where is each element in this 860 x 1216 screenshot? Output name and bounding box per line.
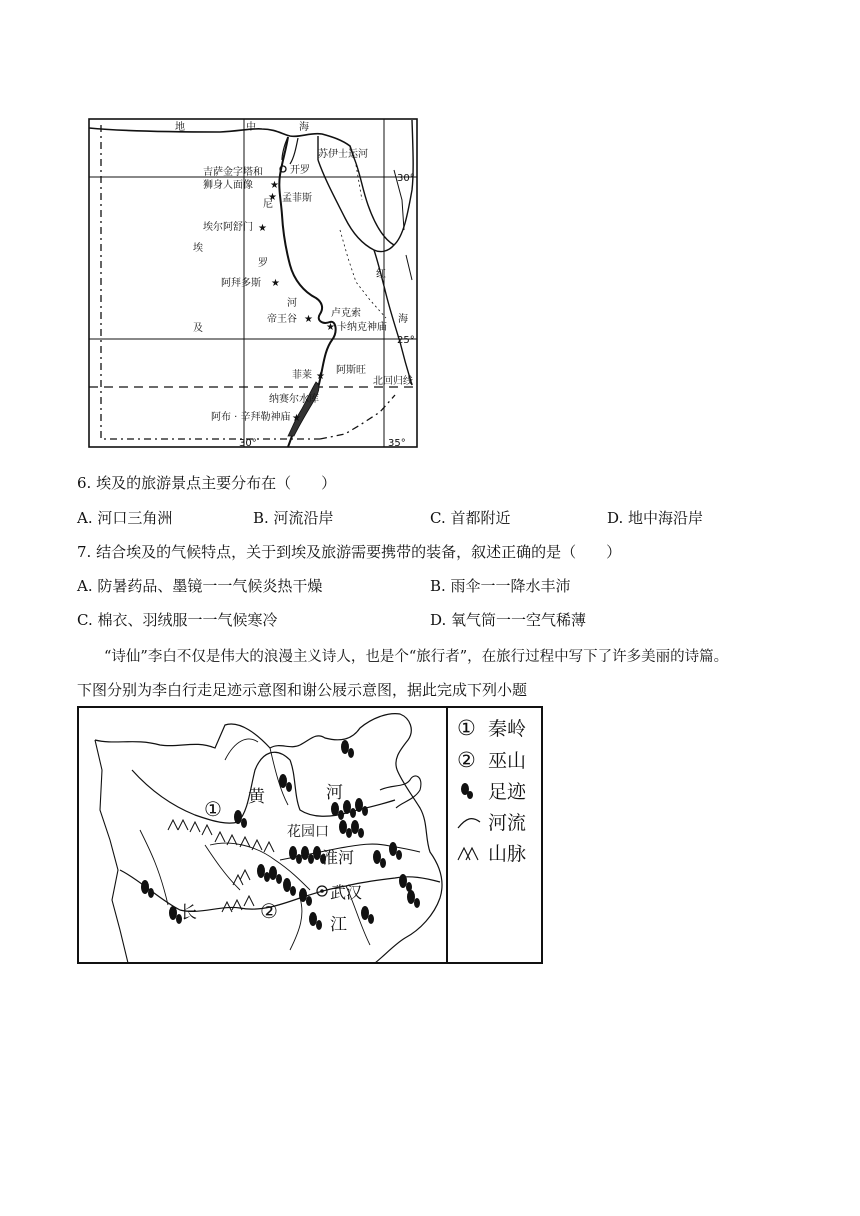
star-abydos: ★ <box>271 278 280 289</box>
legend-text-5: 山脉 <box>488 843 527 865</box>
red-sea-inner <box>394 170 412 280</box>
label-lon-30: 30° <box>239 438 257 449</box>
label-philae: 菲莱 <box>292 370 312 381</box>
label-red-sea-2: 海 <box>398 314 408 325</box>
legend-text-4: 河流 <box>488 812 527 834</box>
label-egypt-2: 及 <box>193 323 203 334</box>
q7-option-d[interactable]: D. 氧气筒一一空气稀薄 <box>430 611 587 629</box>
wuhan-marker-dot <box>320 889 324 893</box>
label-sea-3: 海 <box>299 122 309 133</box>
label-wuhan: 武汉 <box>330 883 363 902</box>
footprint <box>141 880 154 898</box>
label-giza-1: 吉萨金字塔和 <box>203 167 263 178</box>
footprint <box>373 850 386 868</box>
star-giza: ★ <box>270 180 279 191</box>
q6-option-a[interactable]: A. 河口三角洲 <box>77 509 173 527</box>
intro-line-1: “诗仙”李白不仅是伟大的浪漫主义诗人，也是个“旅行者”，在旅行过程中写下了许多美丽的诗篇。 <box>104 649 729 665</box>
label-abydos: 阿拜多斯 <box>221 278 261 289</box>
q6-option-d[interactable]: D. 地中海沿岸 <box>607 509 704 527</box>
label-cairo: 开罗 <box>290 165 310 176</box>
q7-option-b[interactable]: B. 雨伞一一降水丰沛 <box>430 577 571 595</box>
label-wushan-number: ② <box>260 899 278 923</box>
legend-river-icon <box>458 819 480 828</box>
star-philae: ★ <box>316 371 325 382</box>
footprint <box>361 906 374 924</box>
footprint <box>343 800 356 818</box>
q6-stem: 6. 埃及的旅游景点主要分布在（ ） <box>77 474 337 492</box>
label-jiang: 江 <box>330 915 347 935</box>
label-karnak: 卡纳克神庙 <box>337 322 387 333</box>
footprint <box>234 810 247 828</box>
footprint <box>355 798 368 816</box>
legend-symbol-2: ② <box>457 748 476 772</box>
label-huaihe: 淮河 <box>322 848 355 867</box>
label-nile-3: 河 <box>287 298 297 309</box>
footprint-markers <box>141 740 420 930</box>
legend-text-1: 秦岭 <box>488 718 527 740</box>
star-karnak: ★ <box>326 322 335 333</box>
footprint <box>389 842 402 860</box>
footprint <box>339 820 352 838</box>
label-sea-2: 中 <box>246 122 256 133</box>
footprint <box>351 820 364 838</box>
label-huayuankou: 花园口 <box>287 824 329 840</box>
west-boundary <box>95 740 128 963</box>
label-aswan: 阿斯旺 <box>336 365 366 376</box>
label-nile-1: 尼 <box>263 199 273 210</box>
footprint <box>289 846 302 864</box>
lake-nasser <box>288 382 319 436</box>
footprint <box>301 846 314 864</box>
label-tropic: 北回归线 <box>373 376 413 387</box>
label-amarna: 埃尔阿舒门 <box>203 222 253 233</box>
label-lat-25: 25° <box>397 335 415 346</box>
footprint <box>309 912 322 930</box>
star-amarna: ★ <box>258 223 267 234</box>
star-abusimbel: ★ <box>292 413 301 424</box>
region-boundary <box>95 714 442 963</box>
med-coast <box>89 128 354 158</box>
label-abusimbel: 阿布 · 辛拜勒神庙 <box>211 412 291 423</box>
li-bai-footprint-map <box>0 700 860 970</box>
legend-mountain-icon <box>458 848 478 860</box>
label-chang: 长 <box>180 903 197 923</box>
egypt-map <box>0 0 860 460</box>
star-valley: ★ <box>304 314 313 325</box>
q7-stem: 7. 结合埃及的气候特点，关于到埃及旅游需要携带的装备，叙述正确的是（ ） <box>77 543 622 561</box>
q7-option-a[interactable]: A. 防暑药品、墨镜一一气候炎热干燥 <box>77 577 323 595</box>
label-luxor: 卢克索 <box>331 308 361 319</box>
legend <box>457 716 527 865</box>
q6-option-b[interactable]: B. 河流沿岸 <box>253 509 334 527</box>
footprint <box>331 802 344 820</box>
label-suez: 苏伊士运河 <box>318 149 368 160</box>
q7-option-c[interactable]: C. 棉衣、羽绒服一一气候寒冷 <box>77 611 278 629</box>
footprint <box>257 864 270 882</box>
qinling-mountains <box>168 820 274 852</box>
gulf-suez <box>318 160 394 252</box>
label-lat-30: 30° <box>397 173 415 184</box>
label-red: 红 <box>376 269 386 280</box>
label-giza-2: 狮身人面像 <box>203 180 253 191</box>
label-huang: 黄 <box>248 787 265 807</box>
legend-text-3: 足迹 <box>488 781 527 803</box>
footprint <box>407 890 420 908</box>
footprint <box>283 878 296 896</box>
q6-option-c[interactable]: C. 首都附近 <box>430 509 511 527</box>
legend-footprint-icon <box>461 783 473 799</box>
label-lon-35: 35° <box>388 438 406 449</box>
label-he: 河 <box>326 783 343 803</box>
footprint <box>269 866 282 884</box>
label-valley: 帝王谷 <box>267 314 297 325</box>
label-sea-1: 地 <box>175 122 185 133</box>
wushan-mountains <box>222 870 254 912</box>
label-memphis: 孟菲斯 <box>282 193 312 204</box>
footprint <box>341 740 354 758</box>
label-nasser: 纳赛尔水库 <box>269 394 319 405</box>
label-egypt-1: 埃 <box>193 243 203 254</box>
intro-line-2: 下图分别为李白行走足迹示意图和谢公屐示意图，据此完成下列小题 <box>77 681 528 699</box>
legend-text-2: 巫山 <box>488 750 527 772</box>
label-qinling-number: ① <box>204 797 222 821</box>
legend-symbol-1: ① <box>457 716 476 740</box>
label-nile-2: 罗 <box>258 258 268 269</box>
star-memphis: ★ <box>268 192 277 203</box>
